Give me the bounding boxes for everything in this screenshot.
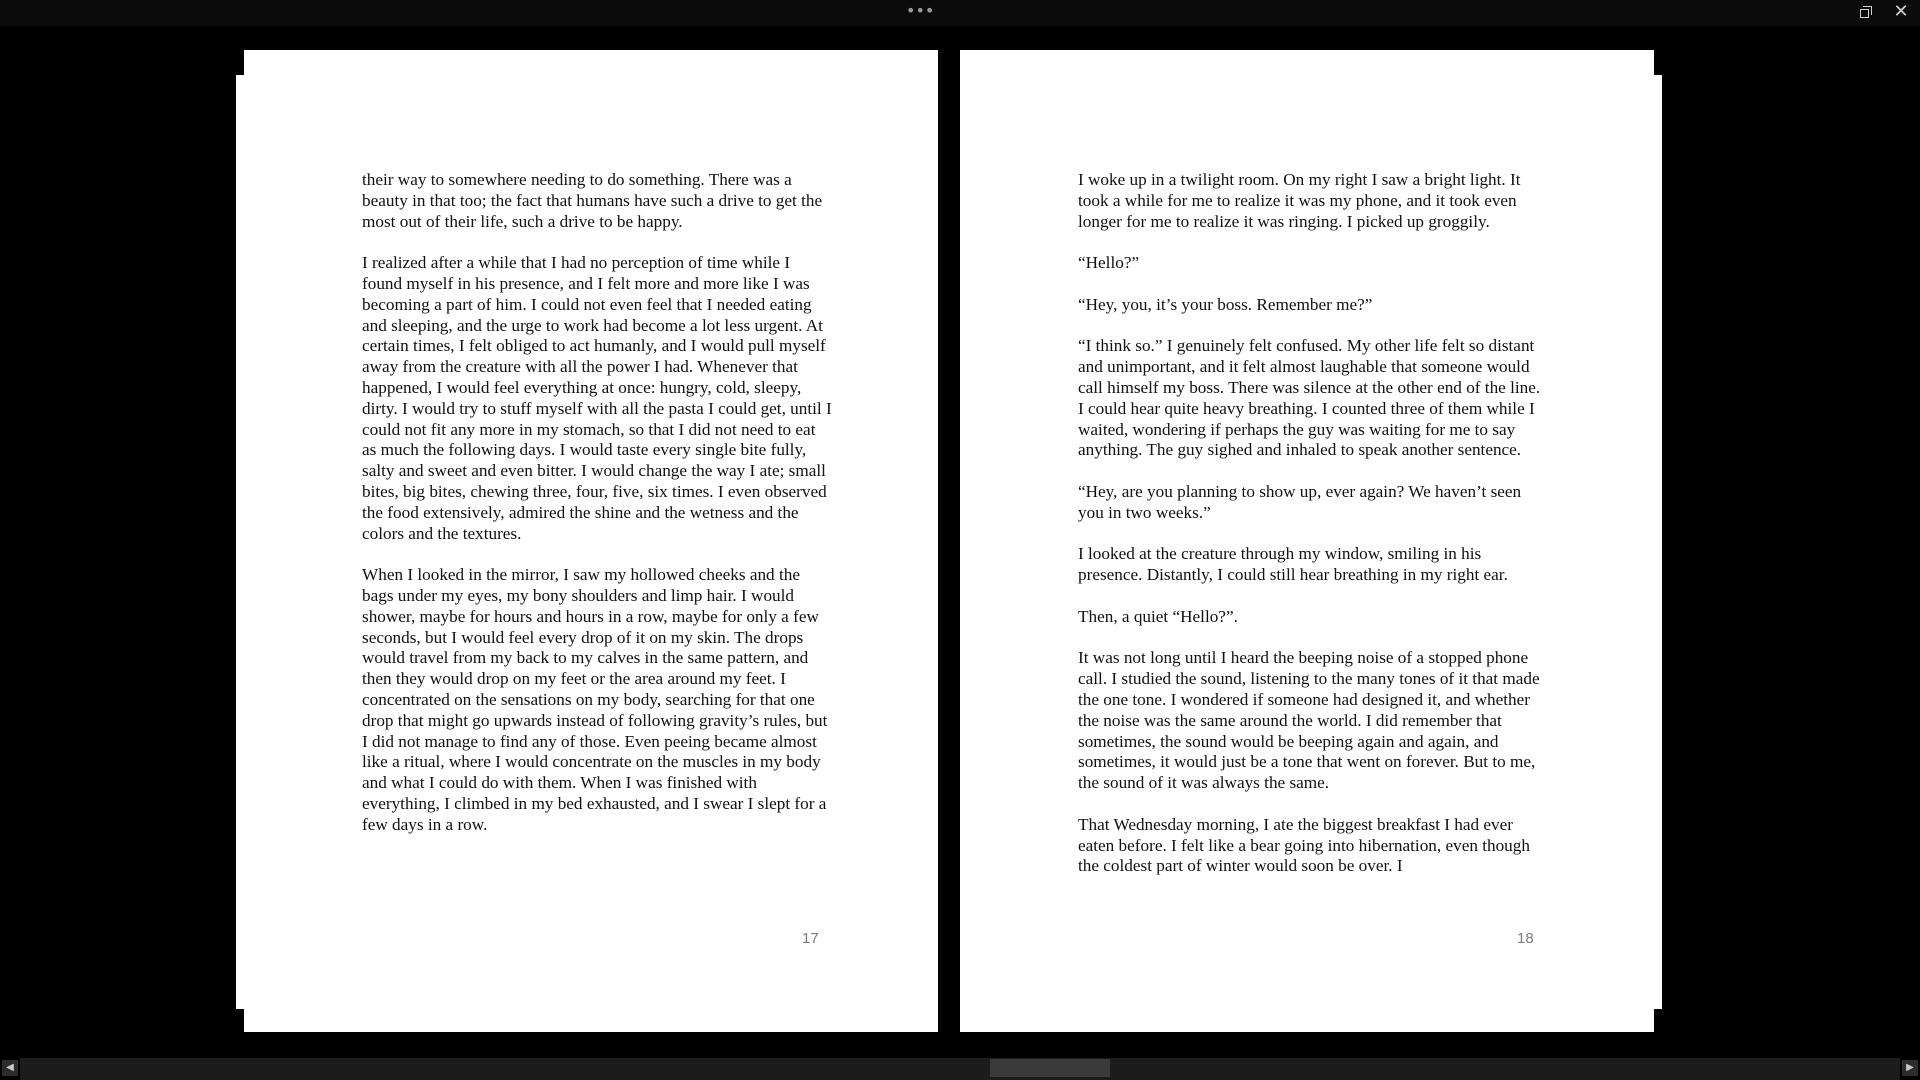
page-number: 18 bbox=[1517, 930, 1534, 947]
scroll-right-icon[interactable]: ▶ bbox=[1902, 1060, 1918, 1076]
paragraph: their way to somewhere needing to do something. There was a beauty in that too; the fact that humans have such a drive to get the most out of their life, such a drive to be happy. bbox=[362, 170, 823, 231]
page-body-text bbox=[1078, 170, 1548, 898]
scroll-track[interactable] bbox=[20, 1058, 1900, 1080]
page-number: 17 bbox=[802, 930, 819, 947]
page-body-text bbox=[362, 170, 832, 856]
paragraph: That Wednesday morning, I ate the biggest breakfast I had ever eaten before. I felt like a bear going into hibernation, even though the coldest part of winter would soon be over. I bbox=[1078, 814, 1530, 876]
book-page-right bbox=[960, 50, 1654, 1032]
viewer-titlebar bbox=[0, 0, 1920, 26]
paragraph: Then, a quiet “Hello?”. bbox=[1078, 606, 1238, 626]
paragraph: “I think so.” I genuinely felt confused. My other life felt so distant and unimportant, and it felt almost laughable that someone would call himself my boss. There was silence at the other end of the line. I could hear quite heavy breathing. I counted three of them while I waited, wondering if perhaps the guy was waiting for me to say anything. The guy sighed and inhaled to speak another sentence. bbox=[1078, 336, 1541, 460]
close-button[interactable]: ✕ bbox=[1893, 1, 1909, 22]
paragraph: I woke up in a twilight room. On my right I saw a bright light. It took a while for me to realize it was my phone, and it took even longer for me to realize it was ringing. I picked up groggily. bbox=[1078, 170, 1521, 231]
restore-window-button[interactable] bbox=[1849, 0, 1883, 26]
paragraph: It was not long until I heard the beeping noise of a stopped phone call. I studied the sound, listening to the many tones of it that made the one tone. I wondered if someone had designed it, and whether the noise was the same around the world. I did remember that sometimes, the sound would be beeping again and again, and sometimes, it would just be a tone that went on forever. But to me, the sound of it was always the same. bbox=[1078, 648, 1540, 793]
paragraph: “Hey, you, it’s your boss. Remember me?” bbox=[1078, 294, 1373, 314]
horizontal-scrollbar[interactable] bbox=[0, 1058, 1920, 1080]
more-options-icon[interactable]: ••• bbox=[906, 1, 935, 20]
paragraph: “Hey, are you planning to show up, ever again? We haven’t seen you in two weeks.” bbox=[1078, 481, 1522, 522]
restore-icon bbox=[1860, 6, 1872, 18]
paragraph: I realized after a while that I had no perception of time while I found myself in his presence, and I felt more and more like I was becoming a part of him. I could not even feel that I needed eating and sleeping, and the urge to work had become a lot less urgent. At certain times, I felt obliged to act humanly, and I would pull myself away from the creature with all the power I had. Whenever that happened, I would feel everything at once: hungry, cold, sleepy, dirty. I would try to stuff myself with all the pasta I could get, until I could not fit any more in my stomach, so that I did not need to eat as much the following days. I would taste every single bite fully, salty and sweet and even bitter. I would change the way I ate; small bites, big bites, chewing three, four, five, six times. I even observed the food extensively, admired the shine and the wetness and the colors and the textures. bbox=[362, 253, 832, 543]
paragraph: “Hello?” bbox=[1078, 253, 1140, 273]
paragraph: I looked at the creature through my window, smiling in his presence. Distantly, I could still hear breathing in my right ear. bbox=[1078, 544, 1508, 585]
book-page-left bbox=[244, 50, 938, 1032]
scroll-left-icon[interactable]: ◀ bbox=[2, 1060, 18, 1076]
paragraph: When I looked in the mirror, I saw my hollowed cheeks and the bags under my eyes, my bony shoulders and limp hair. I would shower, maybe for hours and hours in a row, maybe for only a few seconds, but I would feel every drop of it on my skin. The drops would travel from my back to my calves in the same pattern, and then they would drop on my feet or the area around my feet. I concentrated on the sensations on my body, searching for that one drop that might go upwards instead of following gravity’s rules, but I did not manage to find any of those. Even peeing became almost like a ritual, where I would concentrate on the muscles in my body and what I could do with them. When I was finished with everything, I climbed in my bed exhausted, and I swear I slept for a few days in a row. bbox=[362, 565, 828, 834]
scroll-thumb[interactable] bbox=[990, 1059, 1110, 1077]
